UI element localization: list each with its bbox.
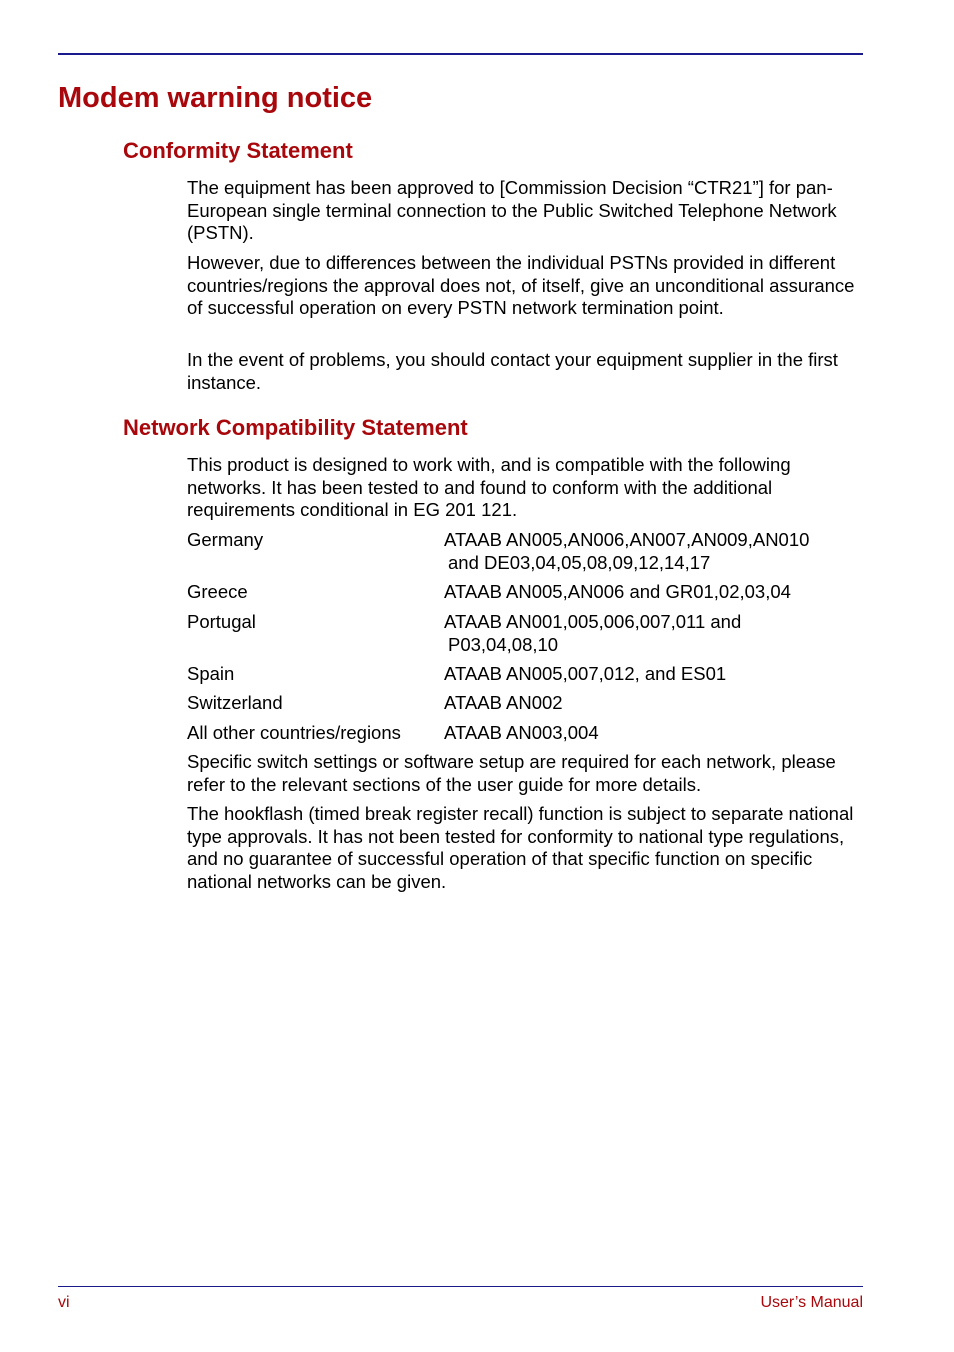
network-requirements-line2: P03,04,08,10 xyxy=(448,633,559,655)
network-requirements xyxy=(444,581,864,604)
network-requirements xyxy=(444,692,864,715)
conformity-paragraph-3: In the event of problems, you should contact your equipment supplier in the first instance. xyxy=(187,349,838,393)
network-requirements-line1: ATAAB AN005,007,012, and ES01 xyxy=(444,663,727,684)
network-country: All other countries/regions xyxy=(187,722,401,743)
network-requirements-line1: ATAAB AN003,004 xyxy=(444,722,599,743)
network-country: Germany xyxy=(187,529,264,550)
network-heading: Network Compatibility Statement xyxy=(123,415,468,440)
conformity-paragraph-2: However, due to differences between the individual PSTNs provided in different countries/regions the approval does not, of itself, give an unconditional assurance of successful operation on every PSTN network termination point. xyxy=(187,252,855,319)
network-requirements-line2: and DE03,04,05,08,09,12,14,17 xyxy=(448,551,711,573)
page-title: Modem warning notice xyxy=(58,82,373,114)
network-requirements-line1: ATAAB AN005,AN006 and GR01,02,03,04 xyxy=(444,581,791,602)
network-country: Switzerland xyxy=(187,692,283,713)
settings-note: Specific switch settings or software setup are required for each network, please refer to the relevant sections of the user guide for more details. xyxy=(187,751,836,795)
network-country: Spain xyxy=(187,663,235,684)
network-requirements xyxy=(444,611,864,656)
network-requirements-line1: ATAAB AN001,005,006,007,011 and xyxy=(444,611,742,632)
network-requirements-line1: ATAAB AN005,AN006,AN007,AN009,AN010 xyxy=(444,529,810,550)
network-requirements-line1: ATAAB AN002 xyxy=(444,692,563,713)
network-intro: This product is designed to work with, and is compatible with the following networks. It has been tested to and found to conform with the additional requirements conditional in EG 201 121. xyxy=(187,454,791,521)
network-requirements xyxy=(444,529,864,574)
network-requirements xyxy=(444,722,864,745)
hookflash-note: The hookflash (timed break register recall) function is subject to separate national type approvals. It has not been tested for conformity to national type regulations, and no guarantee of successful operation of that specific function on specific national networks can be given. xyxy=(187,803,854,892)
conformity-heading: Conformity Statement xyxy=(123,138,353,163)
top-divider xyxy=(58,53,863,55)
footer-manual-title: User’s Manual xyxy=(760,1294,863,1311)
conformity-paragraph-1: The equipment has been approved to [Commission Decision “CTR21”] for pan-European single terminal connection to the Public Switched Telephone Network (PSTN). xyxy=(187,177,837,244)
footer-page-number: vi xyxy=(58,1294,70,1311)
network-country: Portugal xyxy=(187,611,256,632)
network-country: Greece xyxy=(187,581,248,602)
footer-divider xyxy=(58,1286,863,1287)
network-requirements xyxy=(444,663,864,686)
